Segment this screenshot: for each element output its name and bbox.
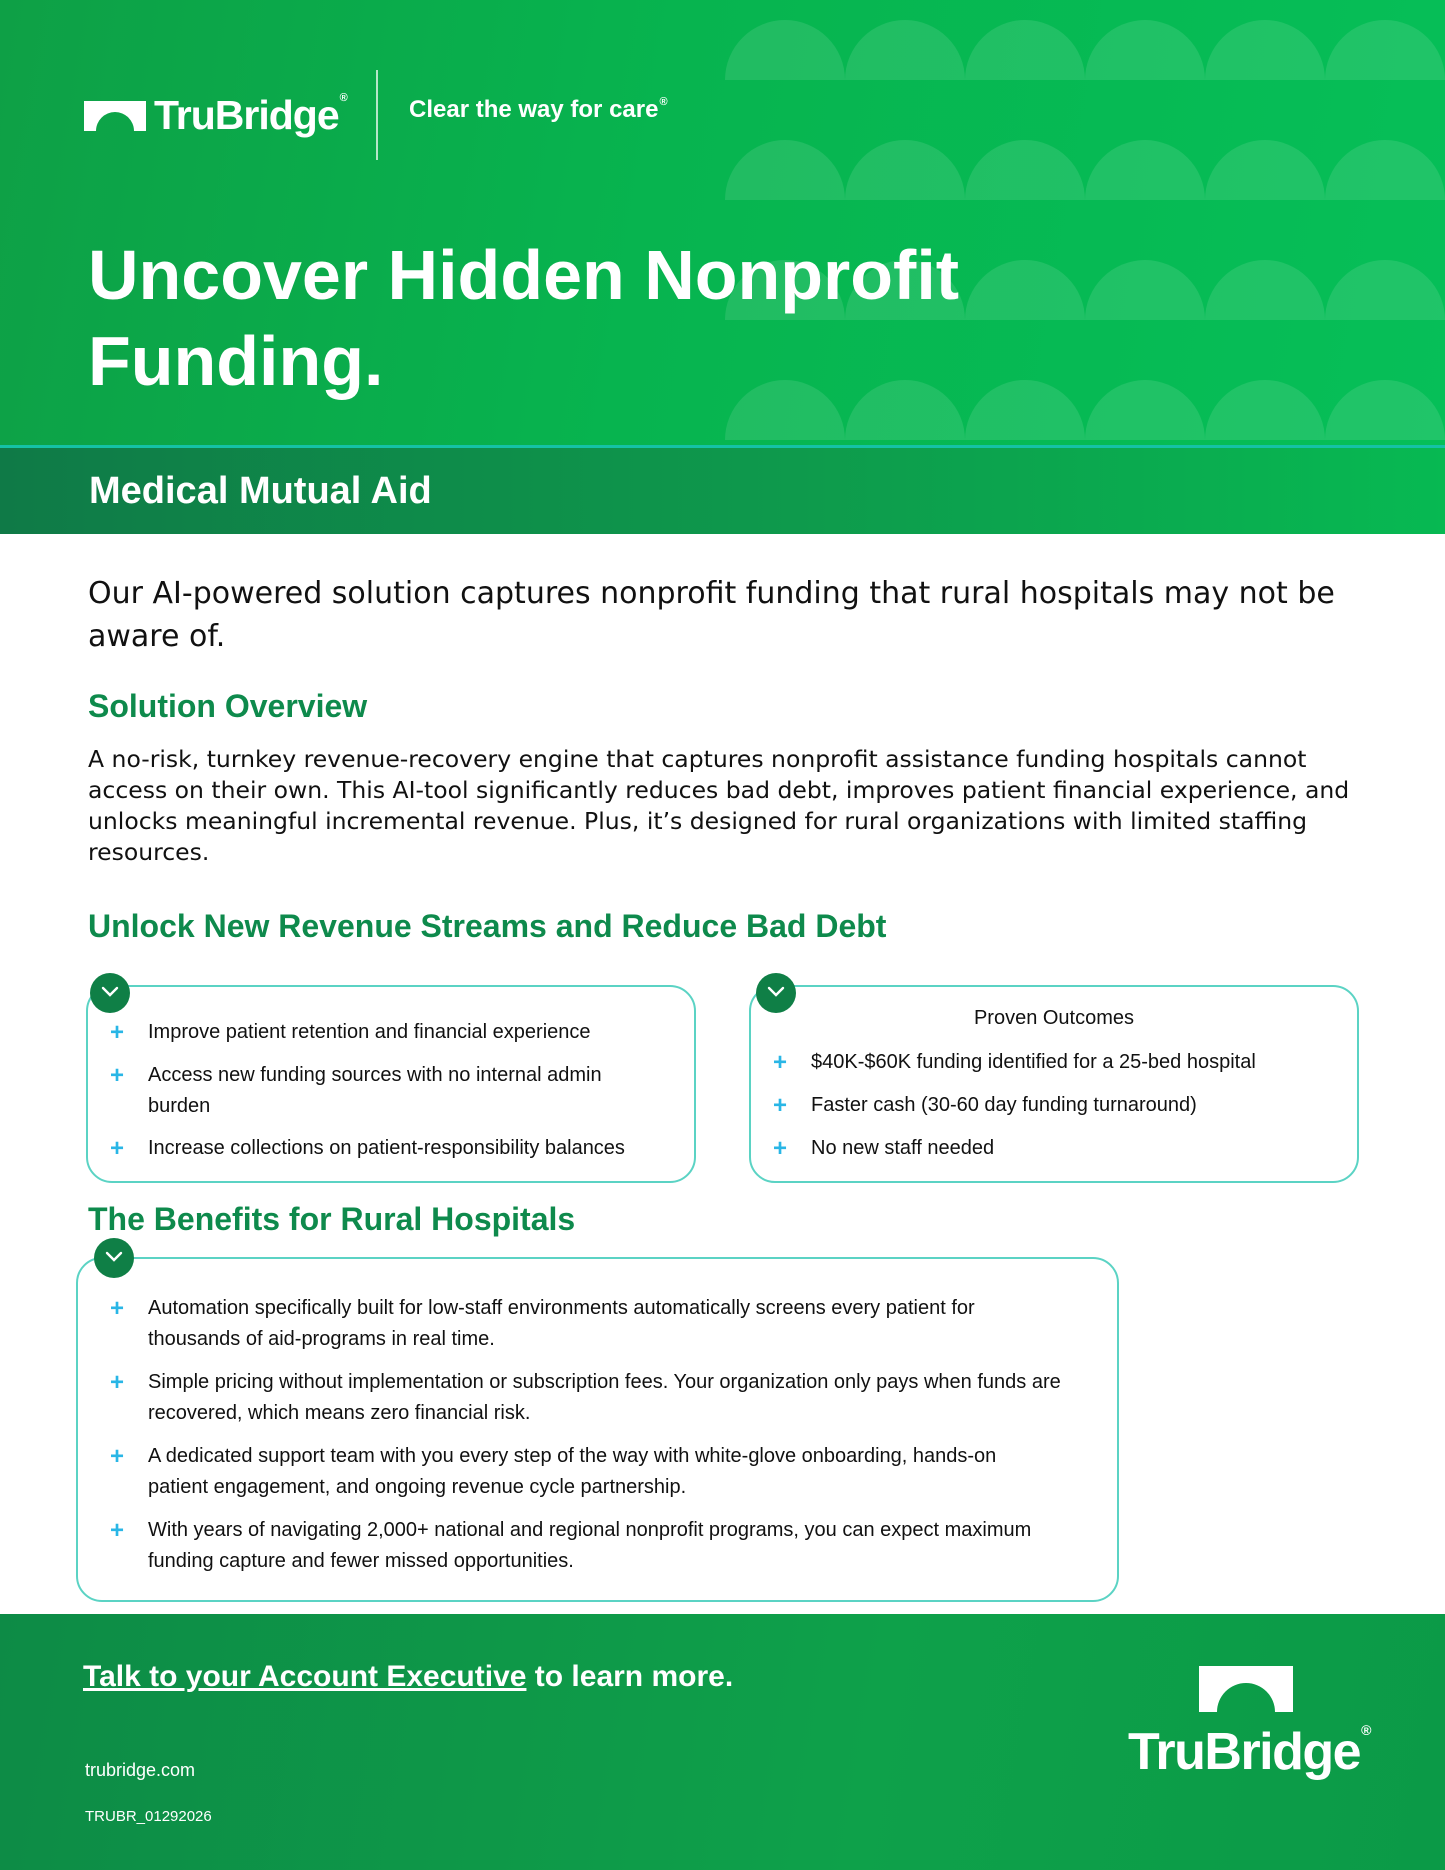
logo-wordmark: TruBridge® [154, 92, 347, 138]
list-item: Simple pricing without implementation or subscription fees. Your organization only pays when funds are recovered, which means zero financial risk. [148, 1371, 1061, 1424]
tagline: Clear the way for care® [409, 96, 668, 123]
list-item: Increase collections on patient-responsibility balances [148, 1137, 625, 1159]
bridge-arch-icon [84, 101, 146, 131]
list-item-continued: burden [148, 1095, 211, 1117]
website-link[interactable]: trubridge.com [85, 1760, 196, 1780]
footer-logo-wordmark: TruBridge® [1128, 1722, 1370, 1781]
benefits-heading: The Benefits for Rural Hospitals [88, 1201, 576, 1237]
account-executive-link[interactable]: Talk to your Account Executive [83, 1660, 527, 1693]
outcomes-title: Proven Outcomes [973, 1007, 1135, 1029]
section-band [0, 445, 1445, 534]
intro-text: Our AI-powered solution captures nonprofit funding that rural hospitals may not be aware of. [88, 576, 1335, 654]
plus-icon: + [110, 1062, 125, 1089]
plus-icon: + [110, 1517, 125, 1544]
chevron-down-icon [756, 973, 796, 1013]
overview-heading: Solution Overview [88, 688, 368, 724]
product-name: Medical Mutual Aid [89, 470, 432, 512]
outcomes-card [749, 985, 1359, 1183]
benefits-card [76, 1257, 1119, 1602]
trubridge-logo [84, 92, 347, 139]
chevron-down-icon [94, 1238, 134, 1278]
hero-banner [0, 0, 1445, 445]
header-divider [376, 70, 378, 160]
chevron-down-icon [90, 973, 130, 1013]
plus-icon: + [110, 1135, 125, 1162]
plus-icon: + [773, 1049, 788, 1076]
overview-body: A no-risk, turnkey revenue-recovery engine that captures nonprofit assistance funding hospitals cannot access on their own. This AI-tool significantly reduces bad debt, improves patient financial experience, and unlocks meaningful incremental revenue. Plus, it’s designed for rural organizations with limited staffing resources. [88, 745, 1350, 866]
list-item: With years of navigating 2,000+ national and regional nonprofit programs, you can expect maximum funding capture and fewer missed opportunities. [148, 1519, 1032, 1572]
document-code: TRUBR_01292026 [85, 1808, 212, 1825]
plus-icon: + [110, 1295, 125, 1322]
benefits-card-left [86, 985, 696, 1183]
footer [0, 1614, 1445, 1870]
list-item: Faster cash (30-60 day funding turnaround) [811, 1094, 1197, 1116]
cta-text: Talk to your Account Executive to learn more. [83, 1660, 734, 1693]
plus-icon: + [110, 1443, 125, 1470]
list-item: A dedicated support team with you every step of the way with white-glove onboarding, hands-on patient engagement, and ongoing revenue cycle partnership. [148, 1445, 997, 1498]
list-item: No new staff needed [811, 1137, 995, 1159]
plus-icon: + [110, 1369, 125, 1396]
list-item: Automation specifically built for low-staff environments automatically screens every patient for thousands of aid-programs in real time. [148, 1297, 975, 1350]
list-item: Improve patient retention and financial experience [148, 1021, 591, 1043]
unlock-heading: Unlock New Revenue Streams and Reduce Bad Debt [88, 908, 887, 944]
list-item: $40K-$60K funding identified for a 25-bed hospital [811, 1051, 1256, 1073]
plus-icon: + [110, 1019, 125, 1046]
plus-icon: + [773, 1092, 788, 1119]
plus-icon: + [773, 1135, 788, 1162]
bridge-arch-icon [1199, 1666, 1293, 1712]
list-item: Access new funding sources with no internal admin [148, 1064, 602, 1086]
page-title: Uncover Hidden Nonprofit Funding. [88, 236, 960, 400]
